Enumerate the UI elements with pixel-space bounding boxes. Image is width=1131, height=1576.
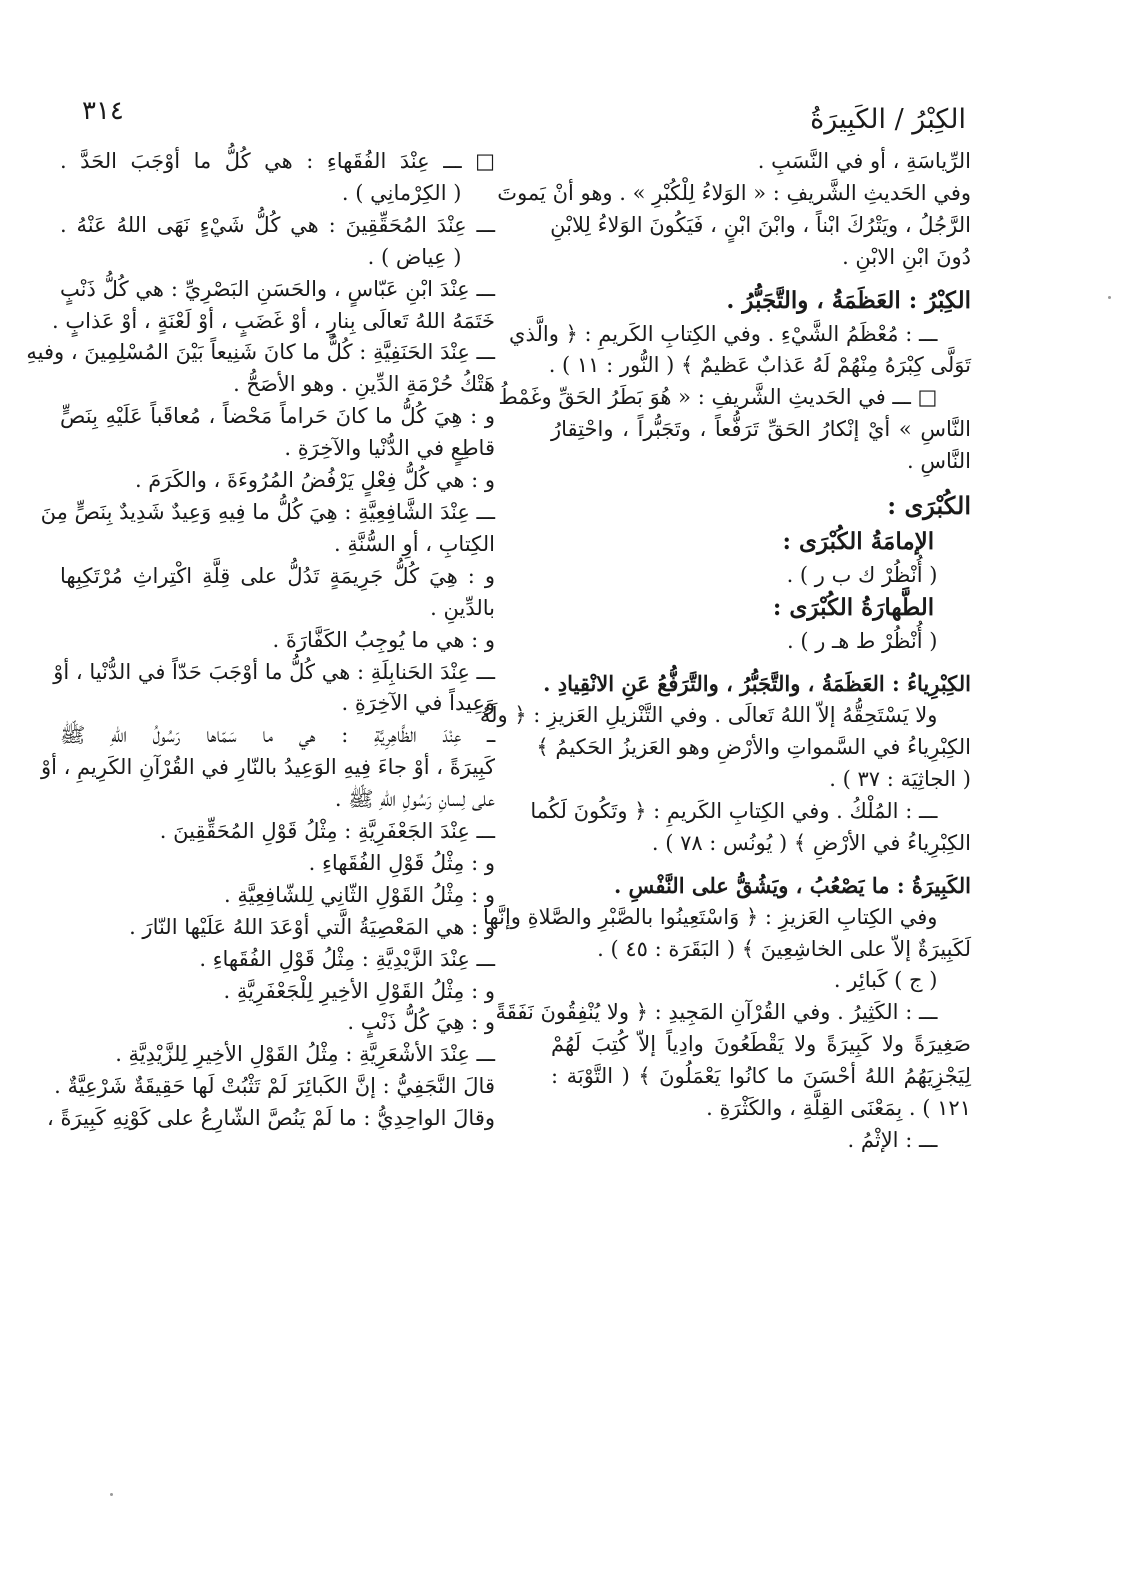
text-line: □ ـــ في الحَديثِ الشَّريفِ : « هُوَ بَطَرُ الحَقِّ وغَمْطُ <box>498 385 938 410</box>
text-line: الرِّياسَةِ ، أو في النَّسَبِ . <box>757 149 971 173</box>
text-line: و : هِيَ كُلُّ ذَنْبٍ . <box>347 1010 495 1035</box>
text-line: دُونَ ابْنِ الابْنِ . <box>842 244 971 269</box>
text-line: هَتْكُ حُرْمَةِ الدِّينِ . وهو الأصَحُّ . <box>233 372 495 397</box>
text-line: النَّاسِ » أيْ إنْكارُ الحَقِّ تَرَفُّعاً ، وتَجَبُّراً ، واحْتِقارُ <box>551 417 971 442</box>
text-line: ( أُنْظُرْ ط هـ ر ) . <box>787 629 938 654</box>
text-line: كَبِيرَةً ، أوْ جاءَ فِيهِ الوَعِيدُ بالنّارِ في القُرْآنِ الكَرِيمِ ، أوْ <box>40 755 495 780</box>
text-line: وقالَ الواحِدِيُّ : ما لَمْ يَنُصَّ الشّارِعُ على كَوْنِهِ كَبِيرَةً ، <box>47 1106 495 1131</box>
text-line: ـــ : المُلْكُ . وفي الكِتابِ الكَريمِ : ﴿ وتَكُونَ لَكُما <box>530 798 938 823</box>
text-line: □ ـــ عِنْدَ الفُقَهاءِ : هي كُلُّ ما أوْجَبَ الحَدَّ . <box>60 149 495 173</box>
text-line: ـــ عِنْدَ الزَّيْدِيَّةِ : مِثْلُ قَوْلِ الفُقَهاءِ . <box>199 946 495 971</box>
text-line: ـــ عِنْدَ الأشْعَرِيَّةِ : مِثْلُ القَوْلِ الأخِيرِ لِلزَّيْدِيَّةِ . <box>115 1042 495 1067</box>
page-number: ٣١٤ <box>82 96 124 126</box>
text-line: لَكَبِيرَةٌ إلاّ على الخاشِعِينَ ﴾ ( البَقَرَة : ٤٥ ) . <box>597 936 971 961</box>
text-line: ـــ عِنْدَ الحَنابِلَةِ : هي كُلُّ ما أوْجَبَ حَدّاً في الدُّنْيا ، أوْ <box>53 659 495 684</box>
text-line: ـــ : مُعْظَمُ الشَّيْءِ . وفي الكِتابِ الكَريمِ : ﴿ والَّذي <box>509 321 938 346</box>
text-line: ـــ : الإثْمُ . <box>847 1127 938 1152</box>
left-column <box>26 146 495 1135</box>
text-line: ( الجاثِيَة : ٣٧ ) . <box>829 767 971 792</box>
text-line: قاطِعٍ في الدُّنْيا والآخِرَةِ . <box>284 436 495 461</box>
text-line: ـــ عِنْدَ ابْنِ عَبّاسٍ ، والحَسَنِ البَصْرِيِّ : هي كُلُّ ذَنْبٍ <box>60 276 495 301</box>
text-line: الكِبْرِياءُ في السَّمواتِ والأرْضِ وهو العَزيزُ الحَكيمُ ﴾ <box>536 735 971 760</box>
text-line: الكِبْرِياءُ في الأرْضِ ﴾ ( يُونُس : ٧٨ ) . <box>651 830 971 855</box>
text-line: و : مِثْلُ قَوْلِ الفُقَهاءِ . <box>308 850 495 875</box>
entry-heading: الكِبْرُ : العَظَمَةُ ، والتَّجَبُّرُ . <box>726 286 971 314</box>
text-line: الكِتابِ ، أوِ السُّنَّةِ . <box>333 531 495 556</box>
text-line: ـــ عِنْدَ المُحَقِّقِينَ : هي كُلُّ شَيْءٍ نَهَى اللهُ عَنْهُ . <box>60 212 495 237</box>
text-line: ( أُنْظُرْ ك ب ر ) . <box>786 562 938 587</box>
entry-heading: الكُبْرَى : <box>887 491 971 521</box>
text-line: ولا يَسْتَحِقُّهُ إلاّ اللهُ تَعالَى . وفي التَّنْزيلِ العَزيزِ : ﴿ ولَهُ <box>479 703 938 728</box>
text-line: قالَ النَّجَفِيُّ : إنَّ الكَبائِرَ لَمْ تَثْبُتْ لَها حَقِيقَةٌ شَرْعِيَّةٌ . <box>54 1074 495 1099</box>
text-line: ـــ عِنْدَ الشَّافِعِيَّةِ : هِيَ كُلُّ ما فِيهِ وَعِيدٌ شَدِيدٌ بِنَصٍّ مِنَ <box>40 499 495 524</box>
text-line: ١٢١ ) . بِمَعْنَى القِلَّةِ ، والكَثْرَةِ . <box>706 1096 971 1121</box>
entry-subheading: الإمامَةُ الكُبْرَى : <box>782 527 935 555</box>
text-line: ( عِياض ) . <box>367 244 462 269</box>
right-column <box>479 146 971 1157</box>
text-line: النَّاسِ . <box>907 449 971 474</box>
text-line: وفي الحَديثِ الشَّريفِ : « الوَلاءُ لِلْكُبْرِ » . وهو أنْ يَموتَ <box>497 180 971 205</box>
entry-subheading: الطَّهارَةُ الكُبْرَى : <box>772 594 935 622</box>
text-line: و : هي ما يُوجِبُ الكَفَّارَةَ . <box>272 627 495 652</box>
text-line: تَوَلَّى كِبْرَهُ مِنْهُمْ لَهُ عَذابٌ عَظيمٌ ﴾ ( النُّور : ١١ ) . <box>548 353 971 378</box>
text-line: و : هِيَ كُلُّ جَرِيمَةٍ تَدُلُّ على قِلَّةِ اكْتِراثِ مُرْتَكِبِها <box>60 563 495 588</box>
text-line: و : مِثْلُ القَوْلِ الثّانِي لِلشّافِعِيَّةِ . <box>224 882 495 907</box>
text-line: ـــ عِنْدَ الظَّاهِرِيَّةِ : هي ما سَمّاها رَسُولُ اللهِ ﷺ <box>60 723 495 748</box>
text-line: ( ج ) كَبائِر . <box>833 968 938 993</box>
text-line: و : مِثْلُ القَوْلِ الأخِيرِ لِلْجَعْفَرِيَّةِ . <box>223 978 495 1003</box>
entry-heading: الكِبْرِياءُ : العَظَمَةُ ، والتَّجَبُّرُ ، والتَّرَفُّعُ عَنِ الانْقِيادِ . <box>543 671 971 697</box>
text-line: الرَّجُلُ ، ويَتْرُكَ ابْناً ، وابْنَ ابْنٍ ، فَيَكُونَ الوَلاءُ لِلابْنِ <box>550 212 971 237</box>
text-line: ( الكِرْمانِي ) . <box>341 180 462 205</box>
text-line: لِيَجْزِيَهُمُ اللهُ أحْسَنَ ما كانُوا يَعْمَلُونَ ﴾ ( التَّوْبَة : <box>551 1064 971 1089</box>
text-line: و : هي كُلُّ فِعْلٍ يَرْفُضُ المُرُوءَةَ ، والكَرَمَ . <box>134 468 495 493</box>
text-line: صَغِيرَةً ولا كَبِيرَةً ولا يَقْطَعُونَ وادِياً إلاّ كُتِبَ لَهُمْ <box>551 1032 971 1057</box>
text-line: و : هي المَعْصِيَةُ الَّتي أوْعَدَ اللهُ عَلَيْها النّارَ . <box>129 914 495 939</box>
scan-speck <box>1108 296 1111 299</box>
text-line: وَعِيداً في الآخِرَةِ . <box>341 691 495 716</box>
text-line: بالدِّينِ . <box>430 595 495 620</box>
text-line: خَتَمَهُ اللهُ تَعالَى بِنارٍ ، أوْ غَضَبٍ ، أوْ لَعْنَةٍ ، أوْ عَذابٍ . <box>52 308 495 333</box>
scan-speck <box>110 1493 113 1496</box>
text-line: على لِسانِ رَسُولِ اللهِ ﷺ . <box>334 787 495 812</box>
text-line: ـــ : الكَثِيرُ . وفي القُرْآنِ المَجِيدِ : ﴿ ولا يُنْفِقُونَ نَفَقَةً <box>495 1000 938 1025</box>
text-line: وفي الكِتابِ العَزيزِ : ﴿ وَاسْتَعِينُوا بالصَّبْرِ والصَّلاةِ وإنَّها <box>483 904 938 929</box>
entry-heading: الكَبِيرَةُ : ما يَصْعُبُ ، ويَشُقُّ على النَّفْسِ . <box>613 872 971 898</box>
text-line: ـــ عِنْدَ الجَعْفَرِيَّةِ : مِثْلُ قَوْلِ المُحَقِّقِينَ . <box>159 819 495 844</box>
running-head: الكِبْرُ / الكَبِيرَةُ <box>810 104 966 135</box>
text-line: و : هِيَ كُلُّ ما كانَ حَراماً مَحْضاً ، مُعاقَباً عَلَيْهِ بِنَصٍّ <box>60 404 495 429</box>
text-line: ـــ عِنْدَ الحَنَفِيَّةِ : كُلُّ ما كانَ شَنِيعاً بَيْنَ المُسْلِمِينَ ، وفيهِ <box>26 340 495 365</box>
